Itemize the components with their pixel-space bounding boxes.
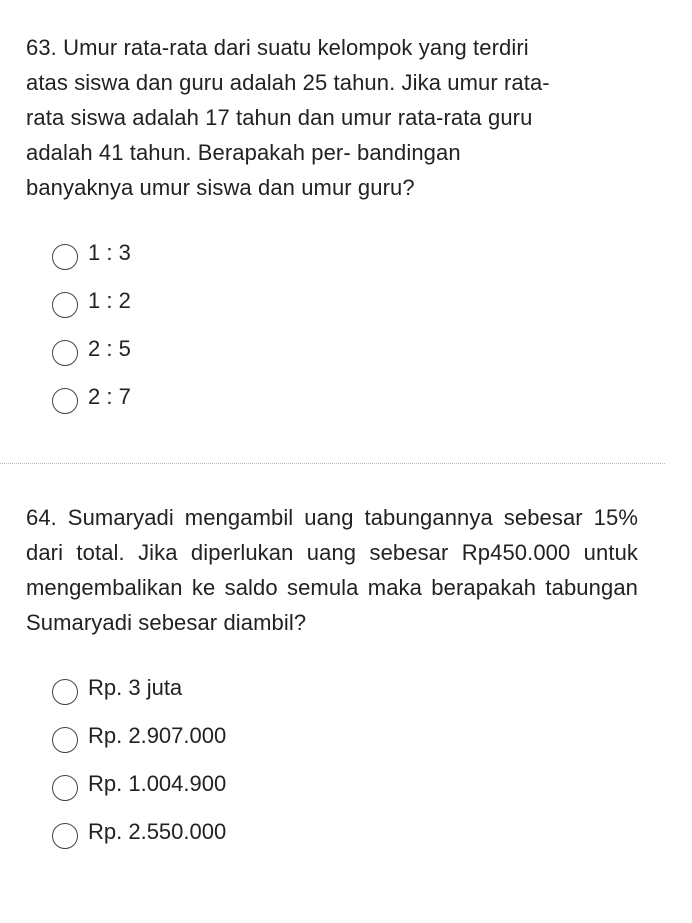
radio-button[interactable] (52, 823, 78, 849)
answer-options (26, 664, 638, 856)
answer-option[interactable] (26, 760, 638, 808)
answer-option[interactable] (26, 229, 638, 277)
question-text-line: 63. Umur rata-rata dari suatu kelompok yang terdiri (26, 35, 529, 60)
option-label: Rp. 2.907.000 (88, 723, 227, 748)
radio-button[interactable] (52, 679, 78, 705)
question-text-line: banyaknya umur siswa dan umur guru? (26, 175, 415, 200)
radio-button[interactable] (52, 727, 78, 753)
option-label: Rp. 2.550.000 (88, 819, 227, 844)
question-divider (0, 463, 665, 464)
question-64 (26, 500, 638, 856)
answer-option[interactable] (26, 373, 638, 421)
option-label: 2 : 5 (88, 336, 131, 361)
answer-options (26, 229, 638, 421)
option-label: Rp. 1.004.900 (88, 771, 227, 796)
question-text-line: rata siswa adalah 17 tahun dan umur rata-rata guru (26, 105, 533, 130)
option-label: 2 : 7 (88, 384, 131, 409)
radio-button[interactable] (52, 340, 78, 366)
answer-option[interactable] (26, 664, 638, 712)
radio-button[interactable] (52, 388, 78, 414)
option-label: 1 : 3 (88, 240, 131, 265)
radio-button[interactable] (52, 292, 78, 318)
question-text-line: adalah 41 tahun. Berapakah per- bandingan (26, 140, 461, 165)
answer-option[interactable] (26, 808, 638, 856)
question-text: 64. Sumaryadi mengambil uang tabungannya sebesar 15% dari total. Jika diperlukan uang sebesar Rp450.000 untuk mengembalikan ke saldo semula maka berapakah tabungan Sumaryadi sebesar diambil? (26, 505, 638, 635)
radio-button[interactable] (52, 244, 78, 270)
question-text (26, 30, 638, 205)
question-text-line: atas siswa dan guru adalah 25 tahun. Jika umur rata- (26, 70, 550, 95)
answer-option[interactable] (26, 277, 638, 325)
answer-option[interactable] (26, 712, 638, 760)
option-label: Rp. 3 juta (88, 675, 183, 700)
radio-button[interactable] (52, 775, 78, 801)
option-label: 1 : 2 (88, 288, 131, 313)
answer-option[interactable] (26, 325, 638, 373)
question-63 (26, 30, 638, 421)
